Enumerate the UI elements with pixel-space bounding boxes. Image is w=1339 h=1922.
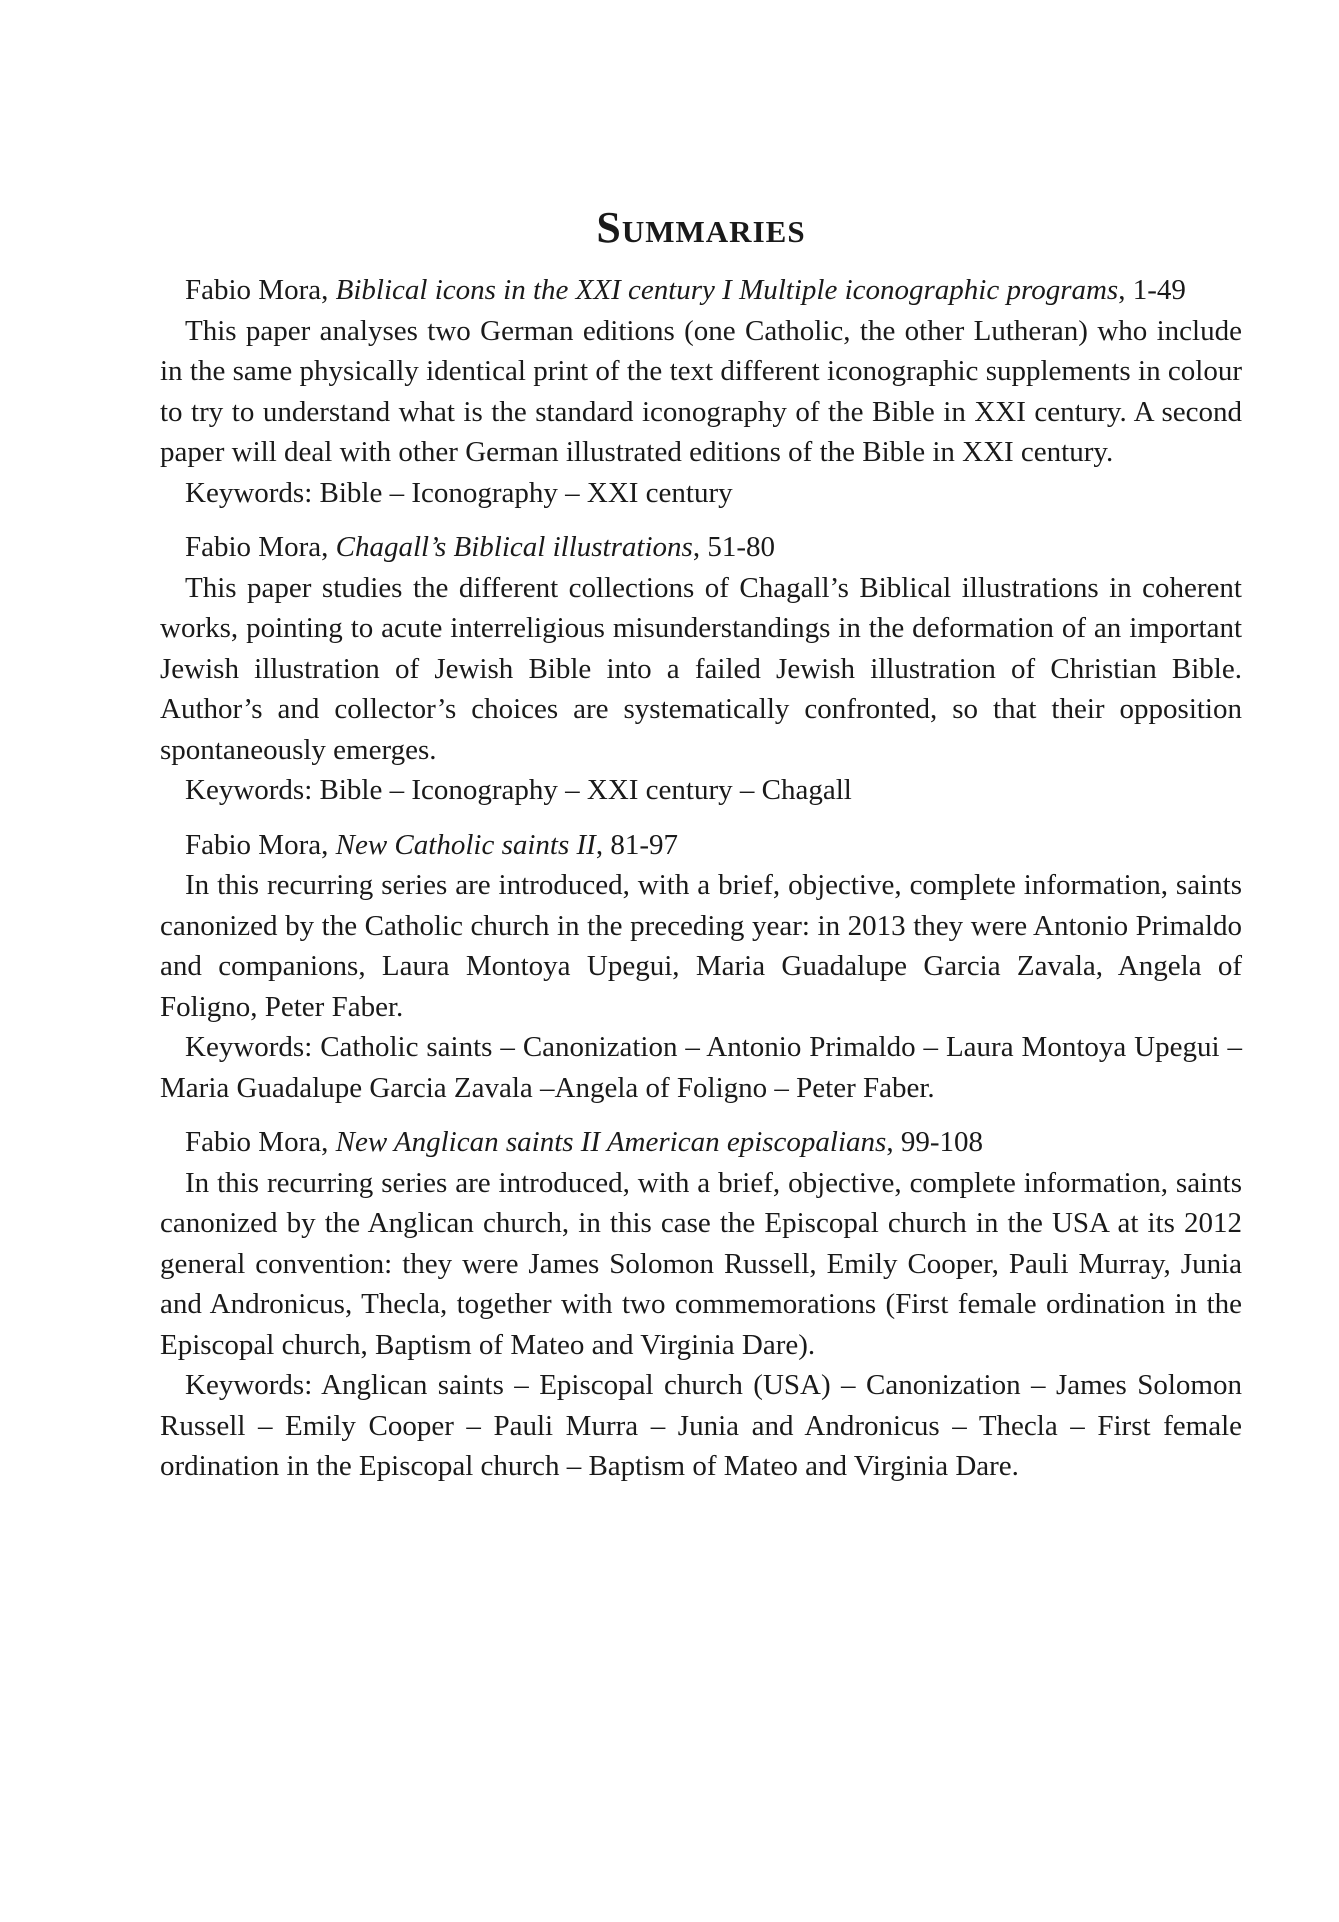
entry-author: Fabio Mora, <box>185 828 336 861</box>
entry-abstract: This paper studies the different collections of Chagall’s Biblical illustrations in coherent works, pointing to acute interreligious misunderstandings in the deformation of an important Jewish illustration of Jewish Bible into a failed Jewish illustration of Christian Bible. Author’s and collector’s choices are systematically confronted, so that their opposition spontaneously emerges. <box>160 571 1242 766</box>
entry-pages: , 99-108 <box>886 1126 983 1158</box>
page-heading: Summaries <box>596 203 806 252</box>
entry-pages: , 51-80 <box>692 531 775 563</box>
entry-citation <box>160 1122 1242 1163</box>
entry-keywords: Keywords: Anglican saints – Episcopal church (USA) – Canonization – James Solomon Russell – Emily Cooper – Pauli Murra – Junia and Andronicus – Thecla – First female ordination in the Episcopal church – Baptism of Mateo and Virginia Dare. <box>160 1369 1242 1482</box>
entry-author: Fabio Mora, <box>185 274 336 306</box>
entry-abstract: In this recurring series are introduced, with a brief, objective, complete information, saints canonized by the Anglican church, in this case the Episcopal church in the USA at its 2012 general convention: they were James Solomon Russell, Emily Cooper, Pauli Murray, Junia and Andronicus, Thecla, together with two commemorations (First female ordination in the Episcopal church, Baptism of Mateo and Virginia Dare). <box>160 1166 1242 1361</box>
summary-entry <box>160 527 1242 811</box>
entry-title: New Anglican saints II American episcopalians <box>335 1126 887 1158</box>
document-page <box>160 200 1242 1501</box>
entry-citation <box>160 270 1242 311</box>
entry-keywords: Keywords: Bible – Iconography – XXI century – Chagall <box>185 774 852 806</box>
entry-abstract: In this recurring series are introduced, with a brief, objective, complete information, saints canonized by the Catholic church in the preceding year: in 2013 they were Antonio Primaldo and companions, Laura Montoya Upegui, Maria Guadalupe Garcia Zavala, Angela of Foligno, Peter Faber. <box>160 869 1242 1023</box>
entry-author: Fabio Mora, <box>185 531 336 563</box>
entry-abstract: This paper analyses two German editions (one Catholic, the other Lutheran) who include in the same physically identical print of the text different iconographic supplements in colour to try to understand what is the standard iconography of the Bible in XXI century. A second paper will deal with other German illustrated editions of the Bible in XXI century. <box>160 314 1242 468</box>
summary-entry <box>160 825 1242 1109</box>
summary-entry <box>160 1122 1242 1487</box>
entry-title: Chagall’s Biblical illustrations <box>335 531 693 563</box>
entry-keywords: Keywords: Catholic saints – Canonization – Antonio Primaldo – Laura Montoya Upegui – Maria Guadalupe Garcia Zavala –Angela of Foligno – Peter Faber. <box>160 1031 1242 1104</box>
entry-title: Biblical icons in the XXI century I Multiple iconographic programs <box>335 274 1119 306</box>
summary-entry <box>160 270 1242 513</box>
entry-citation <box>160 825 1242 866</box>
entry-author: Fabio Mora, <box>185 1126 336 1158</box>
entry-citation <box>160 527 1242 568</box>
entry-title: New Catholic saints II <box>335 828 596 861</box>
entry-pages: , 81-97 <box>595 828 678 861</box>
entry-keywords: Keywords: Bible – Iconography – XXI century <box>185 476 733 509</box>
entry-pages: , 1-49 <box>1118 274 1186 306</box>
